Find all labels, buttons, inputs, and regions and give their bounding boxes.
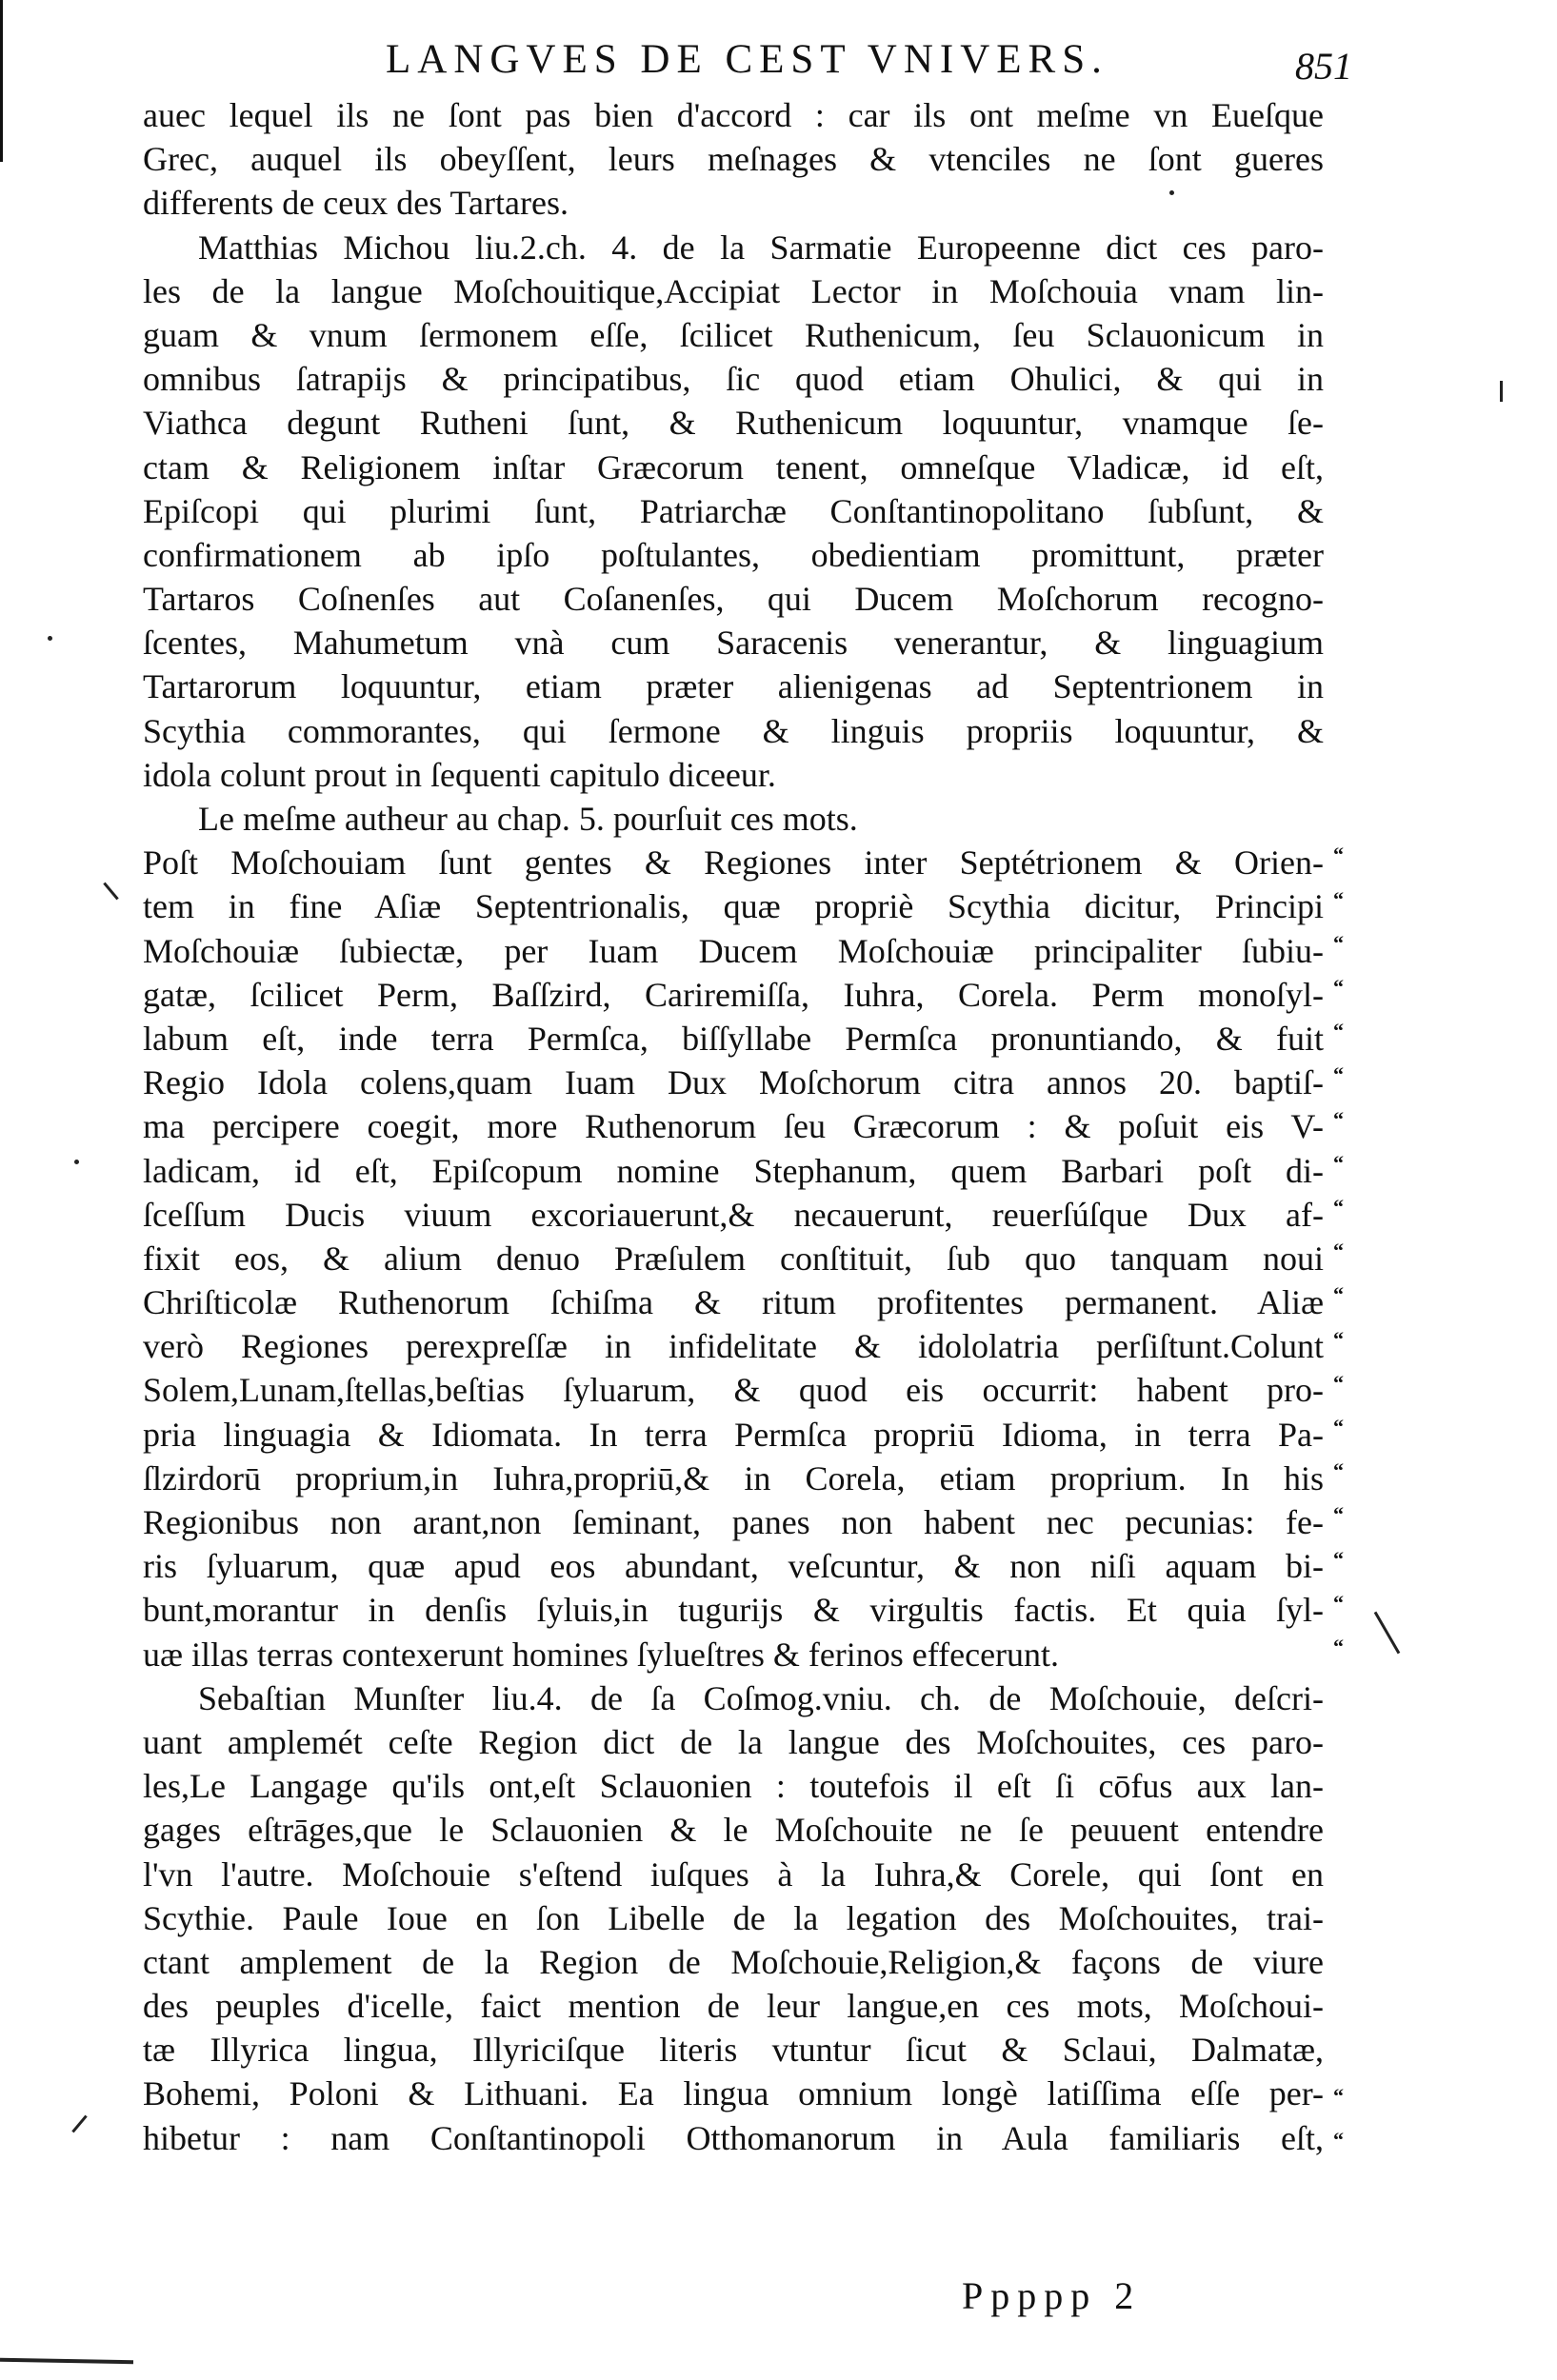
text-line: Matthias Michou liu.2.ch. 4. de la Sarmatie Europeenne dict ces paro-: [198, 228, 1324, 267]
text-line: Le meſme autheur au chap. 5. pourſuit ces mots.: [198, 800, 858, 838]
text-line: les de la langue Moſchouitique,Accipiat Lector in Moſchouia vnam lin-: [143, 271, 1324, 310]
quote-mark: “: [1333, 1195, 1344, 1219]
body-text: [143, 93, 1324, 2160]
text-line: l'vn l'autre. Moſchouie s'eſtend iuſques à la Iuhra,& Corele, qui ſont en: [143, 1854, 1324, 1894]
text-line: ſcentes, Mahumetum vnà cum Saracenis venerantur, & linguagium: [143, 624, 1324, 663]
text-line: uant amplemét ceſte Region dict de la langue des Moſchouites, ces paro-: [143, 1722, 1324, 1761]
text-line: tæ Illyrica lingua, Illyriciſque literis vtuntur ſicut & Sclaui, Dalmatæ,: [143, 2031, 1324, 2070]
text-line: ctam & Religionem inſtar Græcorum tenent, omneſque Vladicæ, id eſt,: [143, 447, 1324, 486]
quote-mark: “: [1333, 1282, 1344, 1307]
quote-mark: “: [1333, 843, 1344, 867]
quote-mark: “: [1333, 2084, 1344, 2108]
running-head: LANGVES DE CEST VNIVERS.: [386, 37, 1108, 82]
text-line: differents de ceux des Tartares.: [143, 184, 569, 223]
page-number: 851: [1295, 45, 1352, 88]
quote-mark: “: [1333, 1590, 1344, 1615]
text-line: bunt,morantur in denſis ſyluis,in tugurijs & virgultis factis. Et quia ſyl-: [143, 1591, 1324, 1630]
text-line: Chriſticolæ Ruthenorum ſchiſma & ritum profitentes permanent. Aliæ: [143, 1283, 1324, 1322]
text-line: pria linguagia & Idiomata. In terra Permſca propriū Idioma, in terra Pa-: [143, 1415, 1324, 1454]
stray-mark: [1374, 1612, 1401, 1655]
text-line: les,Le Langage qu'ils ont,eſt Sclauonien : toutefois il eſt ſi cōfus aux lan-: [143, 1767, 1324, 1806]
text-line: labum eſt, inde terra Permſca, biſſyllabe Permſca pronuntiando, & fuit: [143, 1019, 1324, 1058]
quote-mark: “: [1333, 1239, 1344, 1263]
quote-mark: “: [1333, 1326, 1344, 1351]
text-line: Regionibus non arant,non ſeminant, panes non habent nec pecunias: fe-: [143, 1503, 1324, 1541]
text-line: tem in fine Aſiæ Septentrionalis, quæ propriè Scythia dicitur, Principi: [143, 887, 1324, 926]
stray-mark: [103, 883, 118, 901]
text-line: Tartarorum loquuntur, etiam præter alienigenas ad Septentrionem in: [143, 667, 1324, 706]
text-line: Scythia commorantes, qui ſermone & linguis propriis loquuntur, &: [143, 711, 1324, 750]
text-line: ladicam, id eſt, Epiſcopum nomine Stephanum, quem Barbari poſt di-: [143, 1151, 1324, 1190]
text-line: confirmationem ab ipſo poſtulantes, obedientiam promittunt, præter: [143, 535, 1324, 574]
text-line: gages eſtrāges,que le Sclauonien & le Moſchouite ne ſe peuuent entendre: [143, 1811, 1324, 1850]
quote-mark: “: [1333, 1106, 1344, 1131]
quote-mark: “: [1333, 930, 1344, 955]
text-line: ris ſyluarum, quæ apud eos abundant, veſcuntur, & non niſi aquam bi-: [143, 1547, 1324, 1586]
text-line: Sebaſtian Munſter liu.4. de ſa Coſmog.vniu. ch. de Moſchouie, deſcri-: [198, 1678, 1324, 1717]
text-line: hibetur : nam Conſtantinopoli Otthomanorum in Aula familiaris eſt,: [143, 2118, 1324, 2157]
text-line: Tartaros Coſnenſes aut Coſanenſes, qui Ducem Moſchorum recogno-: [143, 580, 1324, 619]
text-line: verò Regiones perexpreſſæ in infidelitate & idololatria perſiſtunt.Colunt: [143, 1327, 1324, 1366]
quote-mark: “: [1333, 975, 1344, 999]
text-line: Solem,Lunam,ſtellas,beſtias ſyluarum, & quod eis occurrit: habent pro-: [143, 1371, 1324, 1410]
text-line: Regio Idola colens,quam Iuam Dux Moſchorum citra annos 20. baptiſ-: [143, 1063, 1324, 1102]
text-line: Bohemi, Poloni & Lithuani. Ea lingua omnium longè latiſſima eſſe per-: [143, 2074, 1324, 2113]
quote-mark: “: [1333, 886, 1344, 911]
text-line: Viathca degunt Rutheni ſunt, & Ruthenicum loquuntur, vnamque ſe-: [143, 404, 1324, 443]
text-line: Scythie. Paule Ioue en ſon Libelle de la legation des Moſchouites, trai-: [143, 1898, 1324, 1937]
stray-mark: [71, 2115, 87, 2133]
text-line: gatæ, ſcilicet Perm, Baſſzird, Cariremiſſa, Iuhra, Corela. Perm monoſyl-: [143, 975, 1324, 1014]
text-line: ctant amplement de la Region de Moſchouie,Religion,& façons de viure: [143, 1942, 1324, 1981]
quote-mark: “: [1333, 1415, 1344, 1438]
quote-mark: “: [1333, 1019, 1344, 1043]
stray-mark: [74, 1160, 79, 1164]
text-line: omnibus ſatrapijs & principatibus, ſic quod etiam Ohulici, & qui in: [143, 360, 1324, 399]
text-line: uæ illas terras contexerunt homines ſylueſtres & ferinos effecerunt.: [143, 1635, 1060, 1674]
text-line: des peuples d'icelle, faict mention de leur langue,en ces mots, Moſchoui-: [143, 1987, 1324, 2026]
quote-mark: “: [1333, 1370, 1344, 1395]
quote-mark: “: [1333, 1150, 1344, 1175]
stray-mark: [48, 636, 52, 641]
quote-mark: “: [1333, 1062, 1344, 1087]
text-line: Moſchouiæ ſubiectæ, per Iuam Ducem Moſchouiæ principaliter ſubiu-: [143, 931, 1324, 970]
stray-mark: [1500, 381, 1503, 402]
quote-mark: “: [1333, 1458, 1344, 1483]
text-line: idola colunt prout in ſequenti capitulo diceeur.: [143, 755, 776, 794]
text-line: ſlzirdorū proprium,in Iuhra,propriū,& in Corela, etiam proprium. In his: [143, 1458, 1324, 1497]
text-line: Poſt Moſchouiam ſunt gentes & Regiones inter Septétrionem & Orien-: [143, 843, 1324, 883]
text-line: Grec, auquel ils obeyſſent, leurs meſnages & vtenciles ne ſont gueres: [143, 140, 1324, 179]
quote-mark: “: [1333, 2128, 1344, 2152]
text-line: fixit eos, & alium denuo Præſulem conſtituit, ſub quo tanquam noui: [143, 1239, 1324, 1278]
text-line: ſceſſum Ducis viuum excoriauerunt,& necauerunt, reuerſúſque Dux af-: [143, 1195, 1324, 1234]
quote-mark: “: [1333, 1502, 1344, 1527]
signature-mark: Ppppp 2: [962, 2274, 1142, 2317]
text-line: guam & vnum ſermonem eſſe, ſcilicet Ruthenicum, ſeu Sclauonicum in: [143, 315, 1324, 354]
text-line: Epiſcopi qui plurimi ſunt, Patriarchæ Conſtantinopolitano ſubſunt, &: [143, 491, 1324, 530]
scan-mark: [0, 2358, 133, 2364]
quote-mark: “: [1333, 1546, 1344, 1571]
text-line: ma percipere coegit, more Ruthenorum ſeu Græcorum : & poſuit eis V-: [143, 1107, 1324, 1146]
quote-mark: “: [1333, 1635, 1344, 1658]
scan-edge: [0, 0, 3, 162]
page-header: [143, 30, 1352, 88]
text-line: auec lequel ils ne ſont pas bien d'accord : car ils ont meſme vn Eueſque: [143, 96, 1324, 134]
